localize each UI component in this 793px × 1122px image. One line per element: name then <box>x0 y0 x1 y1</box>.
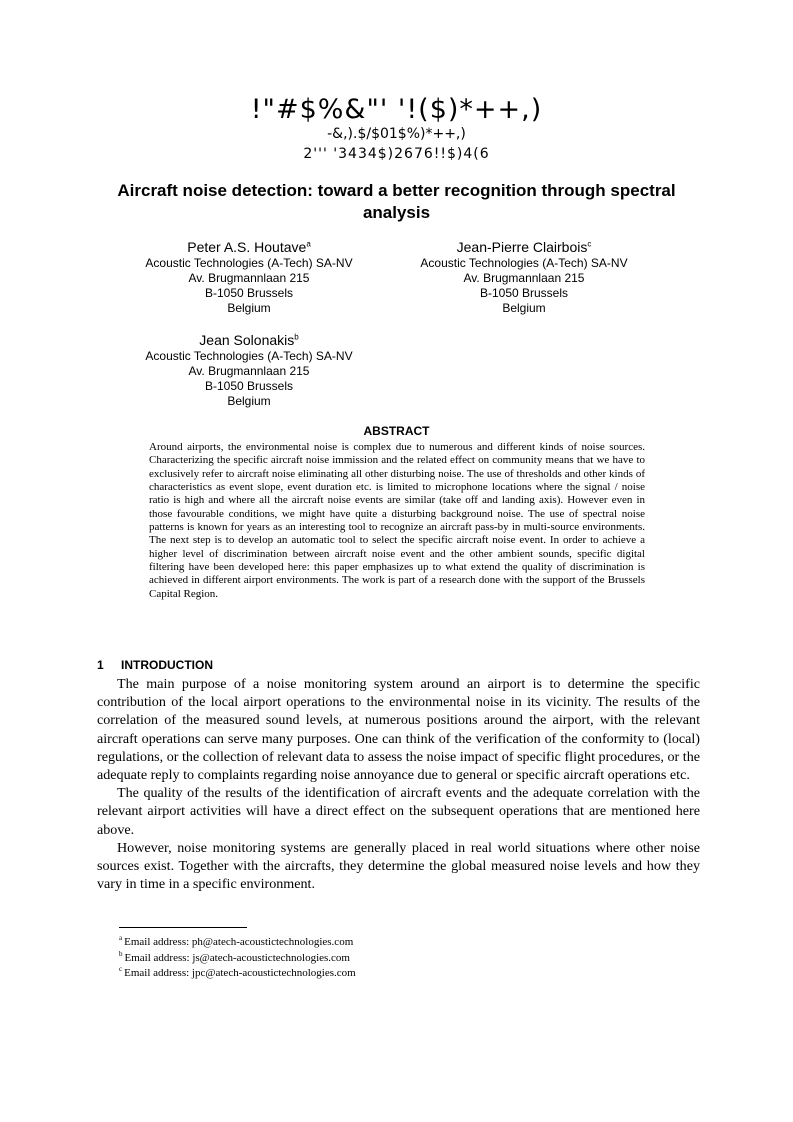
author-name: Jean Solonakis$^b$ <box>199 332 299 348</box>
footnote-email: Email address: js@atech-acoustictechnologies.com <box>124 951 350 964</box>
author-block-3 <box>120 331 378 409</box>
author-street: Av. Brugmannlaan 215 <box>463 271 585 285</box>
body-paragraph: The main purpose of a noise monitoring system around an airport is to determine the specific contribution of the local airport operations to the environmental noise in its vicinity. The results of the correlation of the measured sound levels, at numerous positions around the airport, with the relevant aircraft operations can serve many purposes. One can think of the verification of the conformity to (local) regulations, or the collection of relevant data to assess the noise impact of specific flight procedures, or the adequate reply to complaints regarding noise annoyance due to general or specific aircraft operations etc. <box>97 676 700 784</box>
footnote <box>119 966 356 982</box>
author-city: B-1050 Brussels <box>204 379 294 393</box>
author-street: Av. Brugmannlaan 215 <box>188 364 310 378</box>
author-country: Belgium <box>502 301 546 315</box>
footnotes <box>119 935 356 982</box>
abstract-text: Around airports, the environmental noise is complex due to numerous and different kinds of noise sources. Characterizing the specific aircraft noise immission and the related effect on community means that we have to exclusively refer to aircraft noise eliminating all other disturbing noise. The use of thresholds and other kinds of characteristics as event slope, event duration etc. is limited to microphone locations where the signal / noise ratio is high and where all the aircraft noise events are similar (take off and landing axis). However even in those favourable conditions, we might have quite a disturbing background noise. The use of spectral noise patterns is known for years as an interesting tool to recognize an aircraft pass-by in multi-source environments. The next step is to develop an automatic tool to select the specific aircraft noise event. In order to achieve a higher level of discrimination between aircraft noise event and the other ambient sounds, specific digital filtering have been developed here: this paper emphasizes up to what extend the quality of discrimination is achieved in different airport environments. The work is part of a research done with the support of the Brussels Capital Region. <box>149 441 645 600</box>
footnote-email: Email address: jpc@atech-acoustictechnologies.com <box>124 967 356 979</box>
author-name: Jean-Pierre Clairbois$^c$ <box>456 239 592 255</box>
author-superscript: c <box>587 239 592 249</box>
author-country: Belgium <box>227 301 271 315</box>
author-block-1 <box>120 238 378 316</box>
author-city: B-1050 Brussels <box>204 286 294 300</box>
section-number: 1 <box>97 658 104 672</box>
author-block-2 <box>392 238 656 316</box>
author-superscript: b <box>294 332 299 342</box>
section-body <box>97 675 700 893</box>
author-superscript: a <box>306 239 311 249</box>
body-paragraph: The quality of the results of the identification of aircraft events and the adequate correlation with the relevant airport activities will have a direct effect on the subsequent operations that are mentioned here above. <box>97 785 700 838</box>
author-city: B-1050 Brussels <box>479 286 569 300</box>
author-country: Belgium <box>227 394 271 408</box>
footnote-mark: c <box>119 965 123 974</box>
footnote <box>119 935 356 951</box>
author-name: Peter A.S. Houtave$^a$ <box>187 239 311 255</box>
paper-title: Aircraft noise detection: toward a better recognition through spectral analysis <box>117 181 676 222</box>
footnote-email: Email address: ph@atech-acoustictechnologies.com <box>124 936 354 948</box>
section-title: INTRODUCTION <box>121 658 213 672</box>
body-paragraph: However, noise monitoring systems are generally placed in real world situations where other noise sources exist. Together with the aircrafts, they determine the global measured noise levels and how they vary in time in a specific environment. <box>97 839 700 893</box>
conference-header-line-2: -&,).$/$01$%)*++,) <box>327 126 466 142</box>
footnote-divider <box>119 927 247 928</box>
footnote <box>119 951 356 967</box>
footnote-mark: a <box>119 934 123 943</box>
author-street: Av. Brugmannlaan 215 <box>188 271 310 285</box>
author-affiliation: Acoustic Technologies (A-Tech) SA-NV <box>145 256 353 270</box>
conference-header-line-1: !"#$%&"' '!($)*++,) <box>250 94 543 125</box>
author-affiliation: Acoustic Technologies (A-Tech) SA-NV <box>420 256 628 270</box>
author-affiliation: Acoustic Technologies (A-Tech) SA-NV <box>145 349 353 363</box>
abstract-heading: ABSTRACT <box>363 424 430 438</box>
section-heading <box>97 658 213 672</box>
footnote-mark: b <box>119 949 123 958</box>
conference-header-line-3: 2''' '3434$)2676!!$)4(6 <box>303 146 490 162</box>
